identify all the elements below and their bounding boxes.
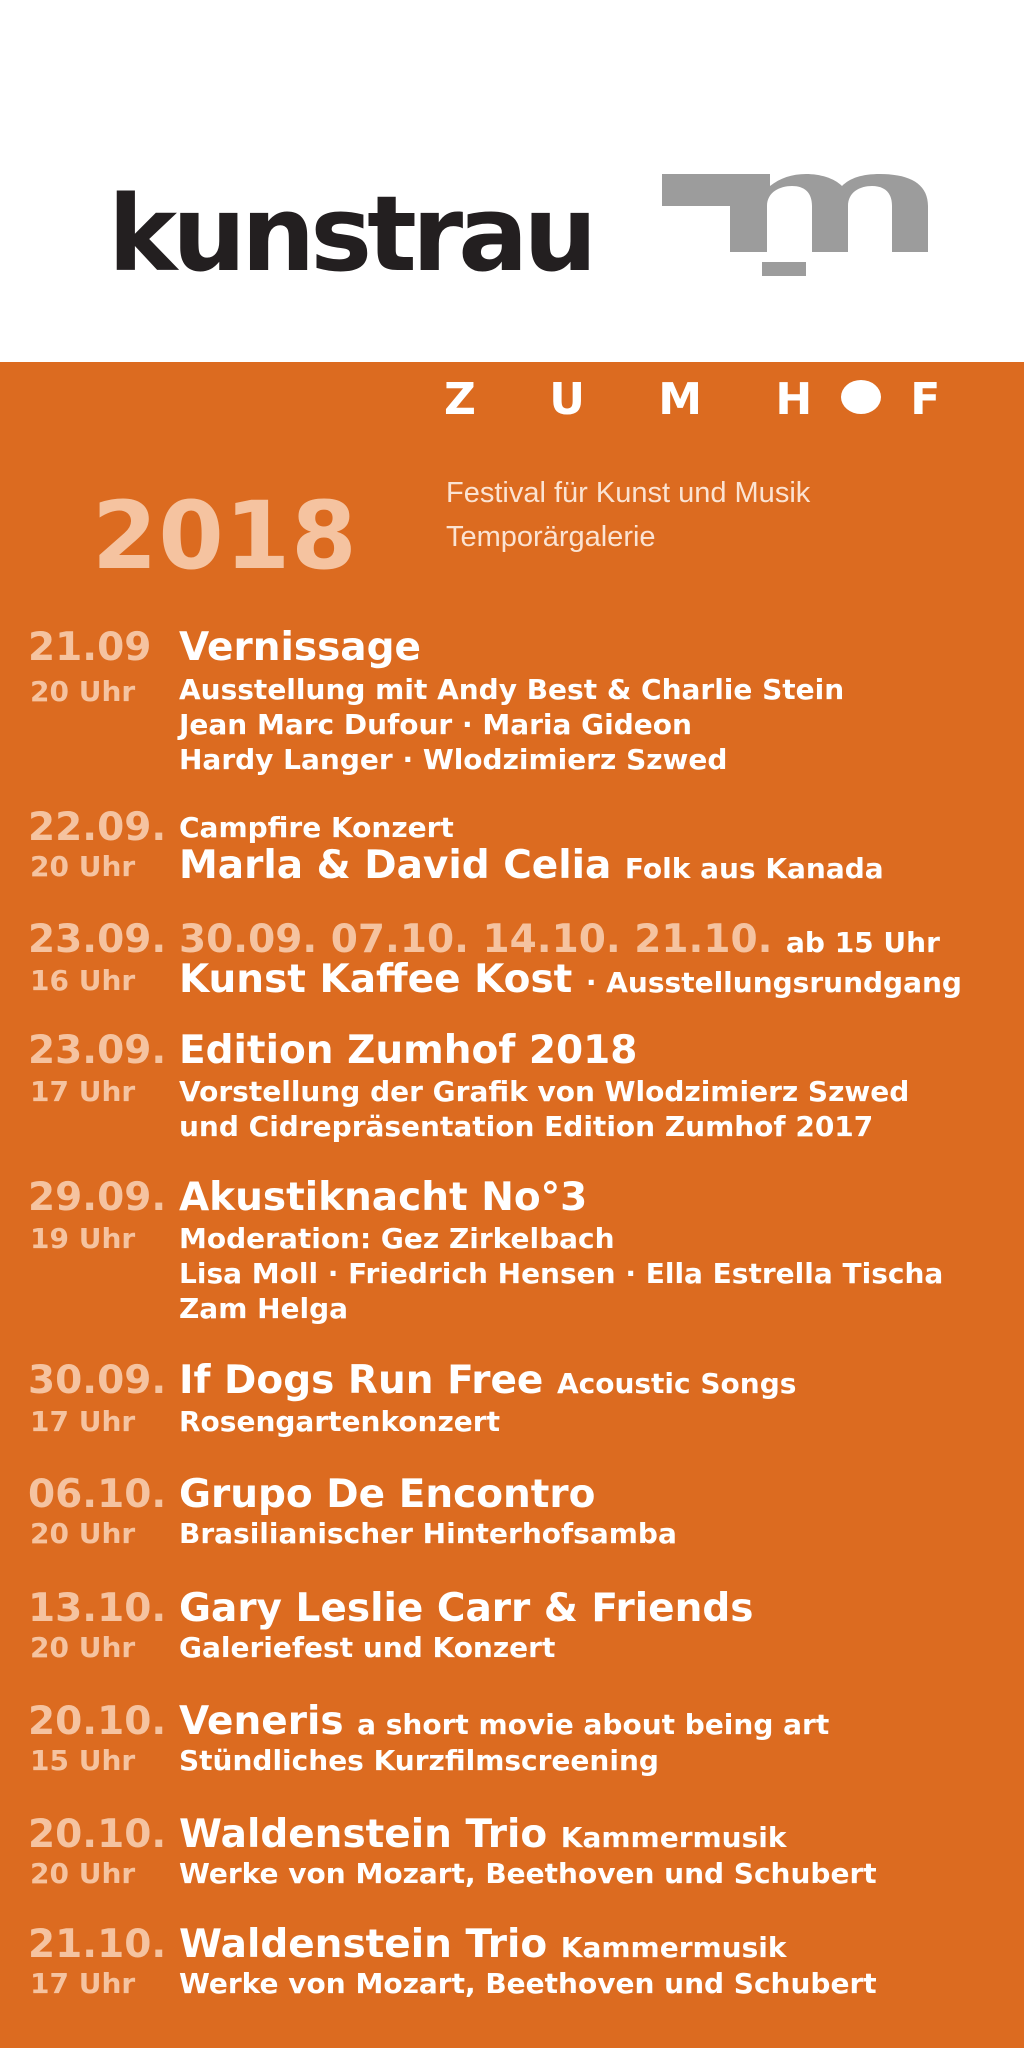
event-date: 20.10.: [28, 1699, 167, 1744]
event-title-row: [179, 1358, 797, 1403]
event-date: 23.09.: [28, 1028, 167, 1073]
event-title-row: [179, 1922, 787, 1967]
event-title: Waldenstein Trio: [179, 1922, 548, 1967]
event-title: Gary Leslie Carr & Friends: [179, 1586, 754, 1631]
event-time: 20 Uhr: [30, 1517, 136, 1550]
event-title-suffix: Kammermusik: [560, 1821, 787, 1854]
event-title-suffix: Kammermusik: [560, 1931, 787, 1964]
event-detail: Jean Marc Dufour · Maria Gideon: [179, 708, 692, 741]
event-time: 16 Uhr: [30, 964, 136, 997]
event-date: 20.10.: [28, 1812, 167, 1857]
event-date: 22.09.: [28, 805, 167, 850]
event-title: Veneris: [179, 1699, 344, 1744]
event-title-suffix: Acoustic Songs: [556, 1367, 797, 1400]
brand-zumhof-left: Z U M H: [444, 374, 842, 425]
event-title-suffix: · Ausstellungsrundgang: [585, 966, 962, 999]
event-time: 20 Uhr: [30, 1857, 136, 1890]
event-title: If Dogs Run Free: [179, 1358, 544, 1403]
event-time: 17 Uhr: [30, 1075, 136, 1108]
event-title-row: [179, 957, 962, 1002]
event-date: 21.10.: [28, 1922, 167, 1967]
event-date: 23.09.: [28, 917, 167, 962]
event-title-suffix: a short movie about being art: [357, 1708, 830, 1741]
event-time: 20 Uhr: [30, 1631, 136, 1664]
event-detail: Werke von Mozart, Beethoven und Schubert: [179, 1857, 877, 1890]
event-title: Waldenstein Trio: [179, 1812, 548, 1857]
header: [0, 0, 1024, 362]
event-title: Marla & David Celia: [179, 843, 612, 888]
event-extra-dates: 30.09. 07.10. 14.10. 21.10.: [179, 917, 773, 962]
event-detail: Hardy Langer · Wlodzimierz Szwed: [179, 743, 728, 776]
brand-zumhof: [444, 374, 970, 425]
event-detail: Lisa Moll · Friedrich Hensen · Ella Estrella Tischa: [179, 1257, 944, 1290]
festival-subtitle: Festival für Kunst und Musik: [446, 477, 811, 509]
event-title: Kunst Kaffee Kost: [179, 957, 573, 1002]
event-detail: Werke von Mozart, Beethoven und Schubert: [179, 1967, 877, 2000]
event-time: 17 Uhr: [30, 1405, 136, 1438]
event-detail: und Cidrepräsentation Edition Zumhof 2017: [179, 1110, 874, 1143]
event-date: 13.10.: [28, 1586, 167, 1631]
logo-m-icon: [0, 0, 1024, 362]
event-time: 20 Uhr: [30, 850, 136, 883]
event-extra-dates-row: [179, 917, 940, 962]
event-date: 21.09: [28, 625, 152, 670]
event-detail: Galeriefest und Konzert: [179, 1631, 556, 1664]
festival-year: 2018: [92, 482, 358, 591]
event-detail: Moderation: Gez Zirkelbach: [179, 1222, 615, 1255]
event-time: 19 Uhr: [30, 1222, 136, 1255]
event-detail: Vorstellung der Grafik von Wlodzimierz Szwed: [179, 1075, 910, 1108]
event-title: Vernissage: [179, 625, 421, 670]
event-date: 06.10.: [28, 1472, 167, 1517]
event-detail: Ausstellung mit Andy Best & Charlie Stein: [179, 673, 845, 706]
event-date: 29.09.: [28, 1175, 167, 1220]
event-title-row: [179, 1699, 830, 1744]
logo-wordmark: kunstrau: [108, 173, 593, 295]
event-detail: Brasilianischer Hinterhofsamba: [179, 1517, 677, 1550]
brand-zumhof-right: F: [910, 374, 970, 425]
festival-subtitle-2: Temporärgalerie: [446, 521, 656, 553]
event-detail: Stündliches Kurzfilmscreening: [179, 1744, 659, 1777]
event-pretitle: Campfire Konzert: [179, 811, 454, 844]
event-title-suffix: Folk aus Kanada: [624, 852, 884, 885]
event-title-row: [179, 843, 884, 888]
event-date: 30.09.: [28, 1358, 167, 1403]
event-title: Grupo De Encontro: [179, 1472, 596, 1517]
event-time: 20 Uhr: [30, 675, 136, 708]
event-title: Edition Zumhof 2018: [179, 1028, 638, 1073]
event-extra-note: ab 15 Uhr: [786, 926, 940, 959]
event-title: Akustiknacht No°3: [179, 1175, 588, 1220]
brand-o-icon: [841, 380, 881, 414]
event-time: 17 Uhr: [30, 1967, 136, 2000]
event-detail: Rosengartenkonzert: [179, 1405, 500, 1438]
event-title-row: [179, 1812, 787, 1857]
event-time: 15 Uhr: [30, 1744, 136, 1777]
event-detail: Zam Helga: [179, 1292, 349, 1325]
